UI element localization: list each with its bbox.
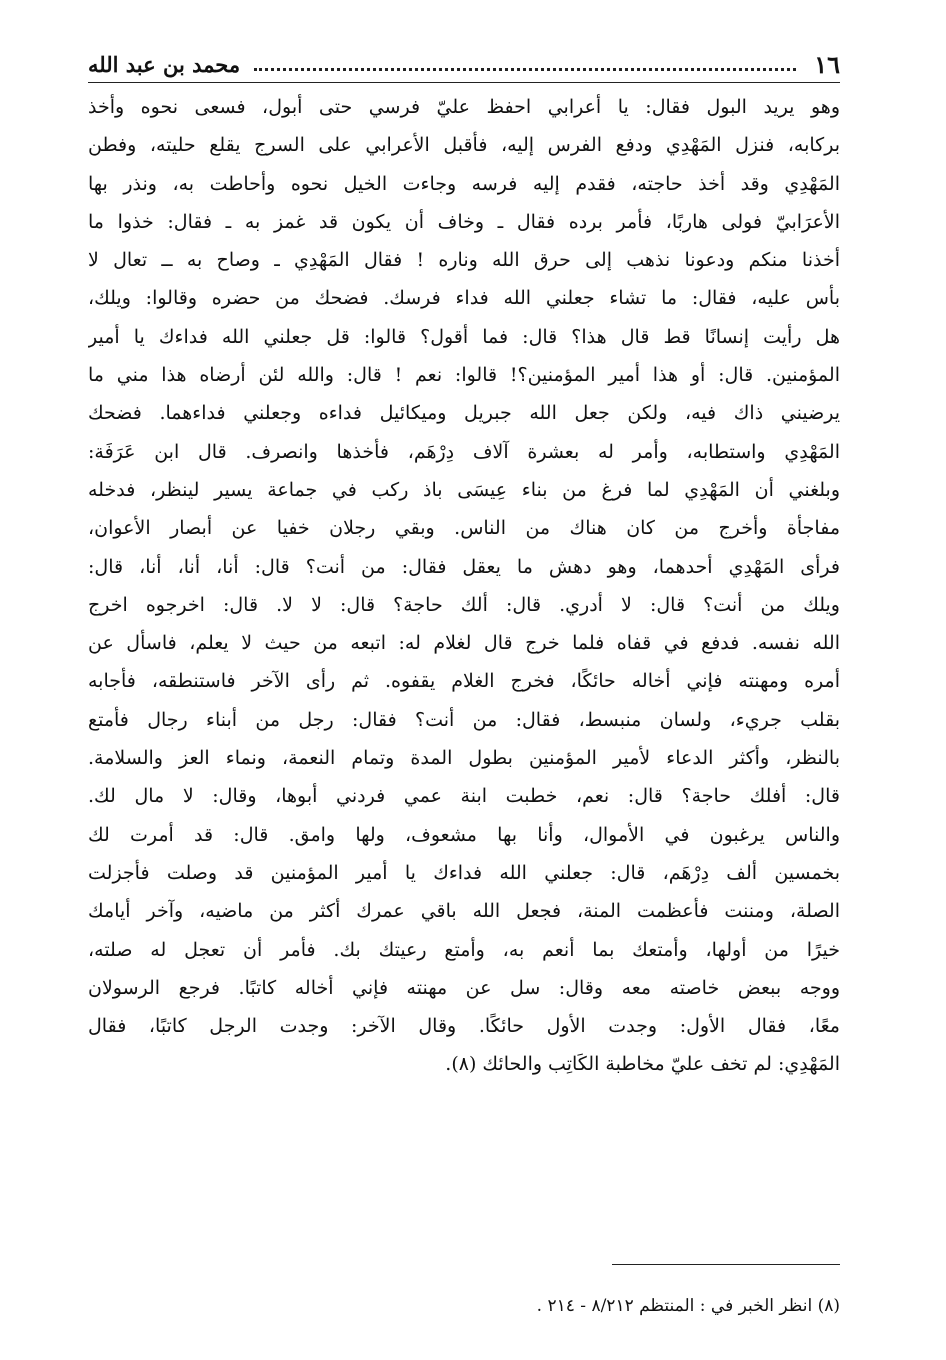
- leader-dots: [254, 68, 796, 71]
- text-line: بأس عليه، فقال: ما تشاء جعلني الله فداء فرسك. فضحك من حضره وقالوا: ويلك،: [88, 287, 840, 310]
- text-line: مفاجأة وأخرج من كان هناك من الناس. وبقي رجلان خفيا عن أبصار الأعوان،: [88, 517, 840, 540]
- text-line: أخذنا منكم ودعونا نذهب إلى حرق الله وناره ! فقال المَهْدِي ـ وصاح به ــ تعال لا: [88, 249, 840, 272]
- text-line: بقلب جريء، ولسان منبسط، فقال: من أنت؟ فقال: رجل من أبناء رجال فأمتع: [88, 708, 840, 731]
- text-line: وهو يريد البول فقال: يا أعرابي احفظ عليّ فرسي حتى أبول، فسعى نحوه وأخذ: [88, 96, 840, 118]
- header-title: محمد بن عبد الله: [88, 51, 241, 77]
- text-line: المؤمنين. قال: أو هذا أمير المؤمنين؟! قالوا: نعم ! قال: والله لئن أرضاه هذا مني ما: [88, 364, 840, 387]
- footnote-rule: [612, 1264, 840, 1265]
- text-line: بالنظر، وأكثر الدعاء لأمير المؤمنين بطول المدة وتمام النعمة، ونماء العز والسلامة.: [88, 747, 840, 770]
- text-line: بركابه، فنزل المَهْدِي ودفع الفرس إليه، فأقبل الأعرابي على السرج يقلع حليته، وفطن: [88, 134, 840, 157]
- text-line: بخمسين ألف دِرْهَم، قال: جعلني الله فداءك يا أمير المؤمنين قد وصلت فأجزلت: [88, 861, 840, 884]
- text-line: هل رأيت إنسانًا قط قال هذا؟ قال: فما أقول؟ قالوا: قل جعلني الله فداءك يا أمير: [88, 325, 840, 348]
- text-line: قال: أفلك حاجة؟ قال: نعم، خطبت ابنة عمي فردني أبوها، وقال: لا مال لك.: [88, 785, 840, 808]
- text-line: خيرًا من أولها، وأمتعك بما أنعم به، وأمتع رعيتك بك. فأمر أن تعجل له صلته،: [88, 938, 840, 961]
- text-line: الله نفسه. فدفع في قفاه فلما خرج قال لغلام له: اتبعه من حيث لا يعلم، فاسأل عن: [88, 632, 840, 655]
- body-text: [88, 88, 840, 1084]
- text-line-final: المَهْدِي: لم تخف عليّ مخاطبة الكَاتِب والحائك (٨).: [445, 1053, 840, 1076]
- page-number: ١٦: [814, 49, 840, 79]
- text-line: المَهْدِي وقد أخذ حاجته، فقدم إليه فرسه وجاءت الخيل نحوه وأحاطت به، ونذر بها: [88, 172, 840, 195]
- text-line: ووجه ببعض خاصته معه وقال: سل عن مهنته فإني أخاله كاتبًا. فرجع الرسولان: [88, 976, 840, 999]
- text-line: معًا، فقال الأول: وجدت الأول حائكًا. وقال الآخر: وجدت الرجل كاتبًا، فقال: [88, 1015, 840, 1038]
- text-line: والناس يرغبون في الأموال، وأنا بها مشعوف، ولها وامق. قال: قد أمرت لك: [88, 823, 840, 846]
- text-line: ويلك من أنت؟ قال: لا أدري. قال: ألك حاجة؟ قال: لا لا. قال: اخرجوه اخرج: [88, 593, 840, 616]
- text-line: الصلة، ومننت فأعظمت المنة، فجعل الله باقي عمرك أكثر من ماضيه، وآخر أيامك: [88, 900, 840, 923]
- text-line: يرضيني ذاك فيه، ولكن جعل الله جبريل وميكائيل فداءه وجعلني فداءهما. فضحك: [88, 402, 840, 425]
- footnote: (٨) انظر الخبر في : المنتظم ٨/٢١٢ - ٢١٤ .: [536, 1296, 840, 1316]
- text-line: الأعرَابيّ فولى هاربًا، فأمر برده فقال ـ وخاف أن يكون قد غمز به ـ فقال: خذوا ما: [88, 210, 840, 233]
- header-rule: [88, 82, 840, 83]
- text-line: فرأى المَهْدِي أحدهما، وهو دهش ما يعقل فقال: من أنت؟ قال: أنا، أنا، أنا، قال:: [88, 555, 840, 578]
- text-line: أمره ومهنته فإني أخاله حائكًا، فخرج الغلام يقفوه. ثم رأى الآخر فاستنطقه، فأجابه: [88, 670, 840, 693]
- text-line: وبلغني أن المَهْدِي لما فرغ من بناء عِيسَى باذ ركب في جماعة يسير لينظر، فدخله: [88, 478, 840, 501]
- text-line: المَهْدِي واستطابه، وأمر له بعشرة آلاف دِرْهَم، فأخذها وانصرف. قال ابن عَرَفَة:: [88, 440, 840, 463]
- running-header: [88, 46, 840, 82]
